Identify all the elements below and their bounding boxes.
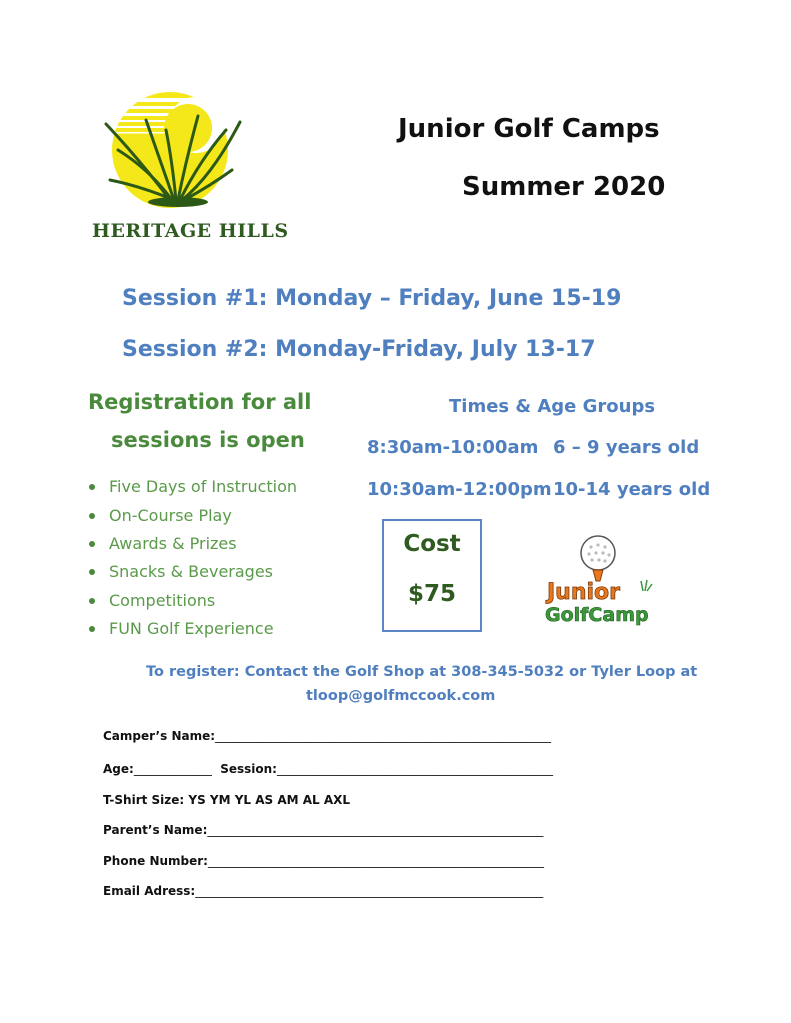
camper-name-field[interactable]: [103, 729, 551, 743]
email-line: __________________________________________________________: [195, 884, 544, 898]
logo-text: HERITAGE HILLS: [92, 220, 289, 242]
cost-box: [382, 519, 482, 632]
age-group-2: 10-14 years old: [553, 479, 711, 500]
age-label: Age:: [103, 762, 134, 776]
registration-heading-line1: Registration for all: [88, 390, 312, 414]
page-subtitle: Summer 2020: [462, 172, 666, 202]
parent-name-line: ________________________________________________________: [207, 823, 544, 837]
bullet-icon: [89, 541, 95, 547]
parent-name-label: Parent’s Name:: [103, 823, 208, 837]
phone-number-label: Phone Number:: [103, 854, 208, 868]
age-line: _____________: [133, 762, 212, 776]
tshirt-size-field[interactable]: T-Shirt Size: YS YM YL AS AM AL AXL: [103, 793, 351, 807]
email-field[interactable]: [103, 884, 543, 898]
feature-text: Snacks & Beverages: [109, 562, 273, 582]
bullet-icon: [89, 513, 95, 519]
list-item: [88, 473, 297, 501]
session-1: Session #1: Monday – Friday, June 15-19: [122, 286, 622, 311]
feature-text: On-Course Play: [109, 505, 232, 525]
page-title: Junior Golf Camps: [398, 114, 660, 144]
age-session-field[interactable]: [103, 762, 553, 776]
email-label: Email Adress:: [103, 884, 196, 898]
phone-number-line: ________________________________________________________: [207, 854, 544, 868]
register-email: tloop@golfmccook.com: [306, 688, 496, 704]
parent-name-field[interactable]: [103, 823, 543, 837]
cost-value: $75: [407, 581, 456, 607]
phone-number-field[interactable]: [103, 854, 544, 868]
bullet-icon: [89, 484, 95, 490]
camper-name-line: ________________________________________________________: [215, 729, 552, 743]
list-item: [88, 501, 297, 529]
cost-label: Cost: [403, 531, 461, 557]
list-item: [88, 530, 297, 558]
feature-text: Five Days of Instruction: [109, 477, 298, 497]
feature-list: [88, 473, 297, 643]
junior-golf-camp-logo: [543, 533, 658, 633]
list-item: [88, 558, 297, 586]
feature-text: Awards & Prizes: [109, 533, 237, 553]
camper-name-label: Camper’s Name:: [103, 729, 216, 743]
bullet-icon: [89, 569, 95, 575]
junior-logo-text: Junior: [547, 580, 621, 605]
session-2: Session #2: Monday-Friday, July 13-17: [122, 337, 596, 362]
golfcamp-logo-text: GolfCamp: [545, 604, 649, 626]
bullet-icon: [89, 626, 95, 632]
feature-text: Competitions: [109, 590, 216, 610]
age-group-1: 6 – 9 years old: [553, 437, 700, 458]
time-slot-2: 10:30am-12:00pm: [367, 479, 552, 500]
feature-text: FUN Golf Experience: [109, 619, 274, 639]
list-item: [88, 587, 297, 615]
bullet-icon: [89, 598, 95, 604]
registration-heading-line2: sessions is open: [111, 428, 305, 452]
session-label: Session:: [220, 762, 277, 776]
register-info: To register: Contact the Golf Shop at 308-345-5032 or Tyler Loop at: [146, 664, 698, 680]
list-item: [88, 615, 297, 643]
time-slot-1: 8:30am-10:00am: [367, 437, 539, 458]
session-line: ______________________________________________: [276, 762, 553, 776]
times-heading: Times & Age Groups: [449, 396, 656, 417]
